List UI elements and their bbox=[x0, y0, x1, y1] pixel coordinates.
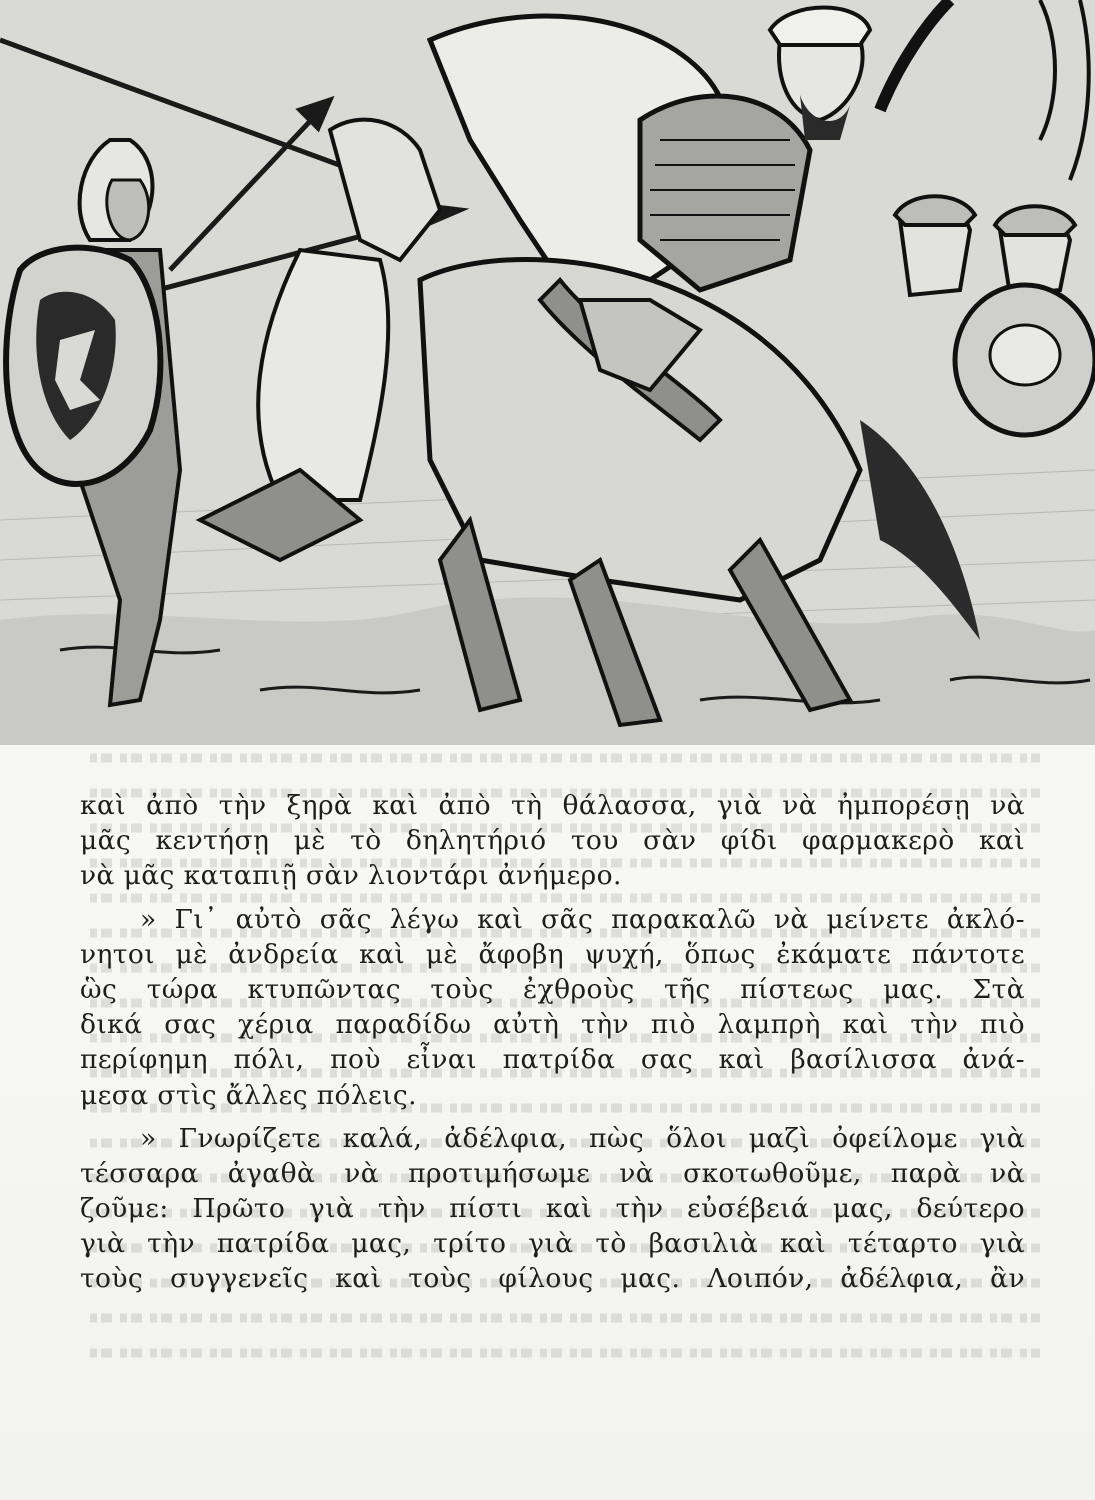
text-line: » Γι᾿ αὐτὸ σᾶς λέγω καὶ σᾶς παρακαλῶ νὰ μείνετε ἀκλό- bbox=[140, 903, 1025, 935]
text-line: » Γνωρίζετε καλά, ἀδέλφια, πὼς ὅλοι μαζὶ ὀφείλομε γιὰ bbox=[140, 1122, 1025, 1154]
text-line: τέσσαρα ἀγαθὰ νὰ προτιμήσωμε νὰ σκοτωθοῦμε, παρὰ νὰ bbox=[80, 1157, 1025, 1189]
text-line: νητοι μὲ ἀνδρεία καὶ μὲ ἄφοβη ψυχή, ὅπως ἐκάματε πάντοτε bbox=[80, 938, 1025, 970]
text-line: ὣς τώρα κτυπῶντας τοὺς ἐχθροὺς τῆς πίστεως μας. Στὰ bbox=[80, 973, 1025, 1005]
body-text bbox=[80, 788, 1025, 1297]
text-line: μεσα στὶς ἄλλες πόλεις. bbox=[80, 1079, 417, 1111]
text-line: τοὺς συγγενεῖς καὶ τοὺς φίλους μας. Λοιπόν, ἀδέλφια, ἂν bbox=[80, 1263, 1025, 1295]
text-line: δικά σας χέρια παραδίδω αὐτὴ τὴν πιὸ λαμπρὴ καὶ τὴν πιὸ bbox=[80, 1009, 1025, 1041]
battle-scene-illustration bbox=[0, 0, 1095, 745]
text-line: μᾶς κεντήσῃ μὲ τὸ δηλητήριό του σὰν φίδι φαρμακερὸ καὶ bbox=[80, 825, 1025, 857]
text-line: περίφημη πόλι, ποὺ εἶναι πατρίδα σας καὶ βασίλισσα ἀνά- bbox=[80, 1044, 1025, 1076]
text-line: νὰ μᾶς καταπιῇ σὰν λιοντάρι ἀνήμερο. bbox=[80, 860, 622, 892]
text-line: γιὰ τὴν πατρίδα μας, τρίτο γιὰ τὸ βασιλιὰ καὶ τέταρτο γιὰ bbox=[80, 1228, 1025, 1260]
text-line: καὶ ἀπὸ τὴν ξηρὰ καὶ ἀπὸ τὴ θάλασσα, γιὰ νὰ ἠμπορέσῃ νὰ bbox=[80, 790, 1025, 821]
text-line: ζοῦμε: Πρῶτο γιὰ τὴν πίστι καὶ τὴν εὐσέβειά μας, δεύτερο bbox=[80, 1193, 1025, 1225]
